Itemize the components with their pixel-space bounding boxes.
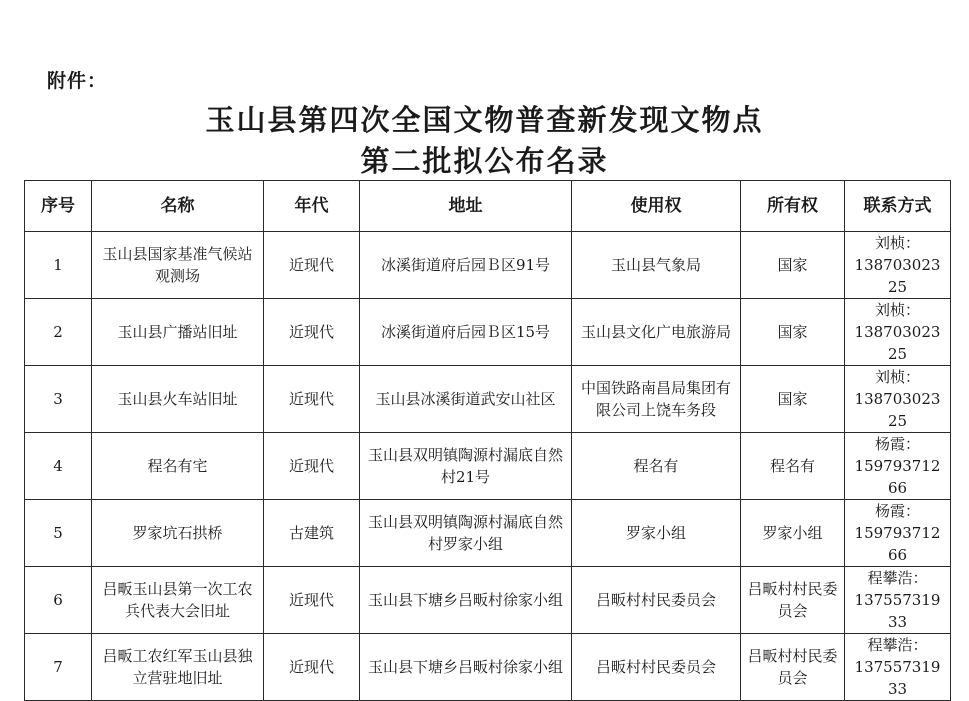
relic-era: 近现代 bbox=[264, 299, 360, 366]
contact-phone: 13755731933 bbox=[854, 591, 941, 631]
relic-ownership: 国家 bbox=[741, 232, 845, 299]
relic-era: 近现代 bbox=[264, 366, 360, 433]
relic-contact bbox=[845, 232, 951, 299]
relic-era: 近现代 bbox=[264, 433, 360, 500]
relic-name: 玉山县火车站旧址 bbox=[92, 366, 264, 433]
relic-ownership: 吕畈村村民委员会 bbox=[741, 634, 845, 701]
relic-ownership: 吕畈村村民委员会 bbox=[741, 567, 845, 634]
relic-ownership: 罗家小组 bbox=[741, 500, 845, 567]
column-header-use-right: 使用权 bbox=[572, 181, 741, 232]
document-subtitle: 第二批拟公布名录 bbox=[360, 144, 609, 178]
column-header-ownership: 所有权 bbox=[741, 181, 845, 232]
table-header-row bbox=[25, 181, 951, 232]
relic-contact bbox=[845, 500, 951, 567]
relic-address: 冰溪街道府后园Ｂ区91号 bbox=[360, 232, 572, 299]
table-row bbox=[25, 567, 951, 634]
contact-name: 刘桢： bbox=[874, 234, 920, 252]
relic-name: 程名有宅 bbox=[92, 433, 264, 500]
column-header-name: 名称 bbox=[92, 181, 264, 232]
contact-phone: 13870302325 bbox=[854, 390, 941, 430]
contact-phone: 13870302325 bbox=[854, 323, 941, 363]
table-row bbox=[25, 500, 951, 567]
column-header-address: 地址 bbox=[360, 181, 572, 232]
contact-name: 程攀浩： bbox=[867, 569, 928, 587]
contact-name: 程攀浩： bbox=[867, 636, 928, 654]
relic-name: 吕畈工农红军玉山县独立营驻地旧址 bbox=[92, 634, 264, 701]
row-number: 1 bbox=[25, 232, 92, 299]
relic-address: 玉山县双明镇陶源村漏底自然村21号 bbox=[360, 433, 572, 500]
row-number: 4 bbox=[25, 433, 92, 500]
relic-address: 玉山县冰溪街道武安山社区 bbox=[360, 366, 572, 433]
relic-ownership: 国家 bbox=[741, 366, 845, 433]
row-number: 3 bbox=[25, 366, 92, 433]
contact-name: 杨霞： bbox=[874, 435, 920, 453]
relic-name: 罗家坑石拱桥 bbox=[92, 500, 264, 567]
relic-era: 古建筑 bbox=[264, 500, 360, 567]
relic-use-right: 玉山县文化广电旅游局 bbox=[572, 299, 741, 366]
attachment-label: 附件： bbox=[47, 70, 108, 92]
relic-ownership: 程名有 bbox=[741, 433, 845, 500]
column-header-era: 年代 bbox=[264, 181, 360, 232]
relic-address: 玉山县下塘乡吕畈村徐家小组 bbox=[360, 567, 572, 634]
table-row bbox=[25, 299, 951, 366]
relic-use-right: 玉山县气象局 bbox=[572, 232, 741, 299]
relic-era: 近现代 bbox=[264, 232, 360, 299]
table-row bbox=[25, 232, 951, 299]
relic-use-right: 程名有 bbox=[572, 433, 741, 500]
relic-contact bbox=[845, 433, 951, 500]
relic-ownership: 国家 bbox=[741, 299, 845, 366]
relic-use-right: 中国铁路南昌局集团有限公司上饶车务段 bbox=[572, 366, 741, 433]
contact-phone: 13755731933 bbox=[854, 658, 941, 698]
contact-phone: 15979371266 bbox=[854, 524, 941, 564]
relic-contact bbox=[845, 366, 951, 433]
column-header-contact: 联系方式 bbox=[845, 181, 951, 232]
relic-use-right: 罗家小组 bbox=[572, 500, 741, 567]
row-number: 7 bbox=[25, 634, 92, 701]
document-title: 玉山县第四次全国文物普查新发现文物点 bbox=[205, 103, 764, 137]
contact-name: 刘桢： bbox=[874, 301, 920, 319]
contact-name: 刘桢： bbox=[874, 368, 920, 386]
contact-phone: 13870302325 bbox=[854, 256, 941, 296]
row-number: 6 bbox=[25, 567, 92, 634]
column-header-no: 序号 bbox=[25, 181, 92, 232]
contact-name: 杨霞： bbox=[874, 502, 920, 520]
relic-name: 玉山县广播站旧址 bbox=[92, 299, 264, 366]
table-row bbox=[25, 366, 951, 433]
relic-address: 玉山县下塘乡吕畈村徐家小组 bbox=[360, 634, 572, 701]
relic-address: 玉山县双明镇陶源村漏底自然村罗家小组 bbox=[360, 500, 572, 567]
relic-contact bbox=[845, 567, 951, 634]
contact-phone: 15979371266 bbox=[854, 457, 941, 497]
relic-address: 冰溪街道府后园Ｂ区15号 bbox=[360, 299, 572, 366]
relic-contact bbox=[845, 299, 951, 366]
row-number: 2 bbox=[25, 299, 92, 366]
relic-use-right: 吕畈村村民委员会 bbox=[572, 567, 741, 634]
relic-era: 近现代 bbox=[264, 634, 360, 701]
relic-list-table bbox=[24, 180, 951, 701]
relic-era: 近现代 bbox=[264, 567, 360, 634]
relic-name: 吕畈玉山县第一次工农兵代表大会旧址 bbox=[92, 567, 264, 634]
table-row bbox=[25, 433, 951, 500]
row-number: 5 bbox=[25, 500, 92, 567]
relic-use-right: 吕畈村村民委员会 bbox=[572, 634, 741, 701]
relic-name: 玉山县国家基准气候站观测场 bbox=[92, 232, 264, 299]
relic-contact bbox=[845, 634, 951, 701]
table-row bbox=[25, 634, 951, 701]
